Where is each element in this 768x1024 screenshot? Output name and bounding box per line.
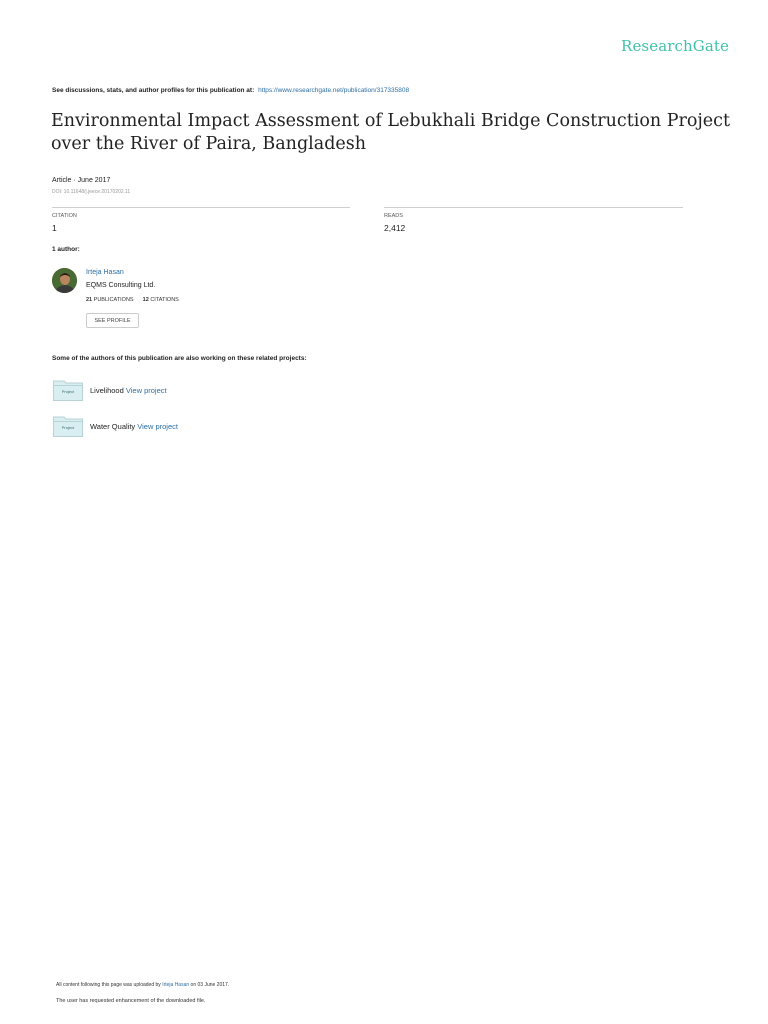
citation-label: CITATION xyxy=(52,213,77,219)
upload-prefix: All content following this page was uploaded by xyxy=(56,982,161,988)
publication-url-link[interactable]: https://www.researchgate.net/publication/317335808 xyxy=(258,87,410,94)
citations-count: 12 xyxy=(142,297,149,303)
project-icon-label: Project xyxy=(61,389,75,394)
project-livelihood xyxy=(90,386,167,395)
view-project-link[interactable]: View project xyxy=(125,386,167,395)
uploader-link[interactable]: Irteja Hasan xyxy=(162,982,190,988)
author-stats xyxy=(86,297,179,303)
publication-title: Environmental Impact Assessment of Lebukhali Bridge Construction Project over the River of Paira, Bangladesh xyxy=(51,111,730,154)
author-institution: EQMS Consulting Ltd. xyxy=(86,282,156,289)
upload-note xyxy=(56,982,229,988)
project-folder-icon[interactable] xyxy=(53,379,83,401)
researchgate-logo[interactable]: ResearchGate xyxy=(621,37,729,55)
project-folder-icon[interactable] xyxy=(53,415,83,437)
publications-count: 21 xyxy=(86,297,93,303)
related-projects-heading: Some of the authors of this publication are also working on these related projects: xyxy=(52,355,307,362)
reads-divider xyxy=(384,207,683,208)
authors-count-label: 1 author: xyxy=(52,246,80,253)
project-name: Livelihood xyxy=(90,386,124,395)
upload-suffix: on 03 June 2017. xyxy=(190,982,230,988)
see-profile-button[interactable]: SEE PROFILE xyxy=(86,313,139,328)
discussion-text: See discussions, stats, and author profiles for this publication at: xyxy=(52,87,255,94)
view-project-link[interactable]: View project xyxy=(137,422,178,431)
reads-label: READS xyxy=(384,213,403,219)
publications-label: PUBLICATIONS xyxy=(93,297,134,303)
enhancement-note: The user has requested enhancement of the downloaded file. xyxy=(56,998,206,1004)
citation-value: 1 xyxy=(52,223,57,233)
discussion-line xyxy=(52,87,409,94)
project-water-quality xyxy=(90,422,178,431)
citation-divider xyxy=(52,207,350,208)
author-photo-icon xyxy=(52,268,77,293)
author-name-link[interactable]: Irteja Hasan xyxy=(86,269,124,276)
author-avatar[interactable] xyxy=(52,268,77,293)
reads-value: 2,412 xyxy=(384,223,406,233)
citations-label: CITATIONS xyxy=(150,297,179,303)
project-name: Water Quality xyxy=(90,422,136,431)
project-icon-label: Project xyxy=(61,425,75,430)
doi: DOI: 10.11648/j.jeece.20170202.11 xyxy=(52,189,131,195)
article-type-date: Article · June 2017 xyxy=(52,177,111,184)
